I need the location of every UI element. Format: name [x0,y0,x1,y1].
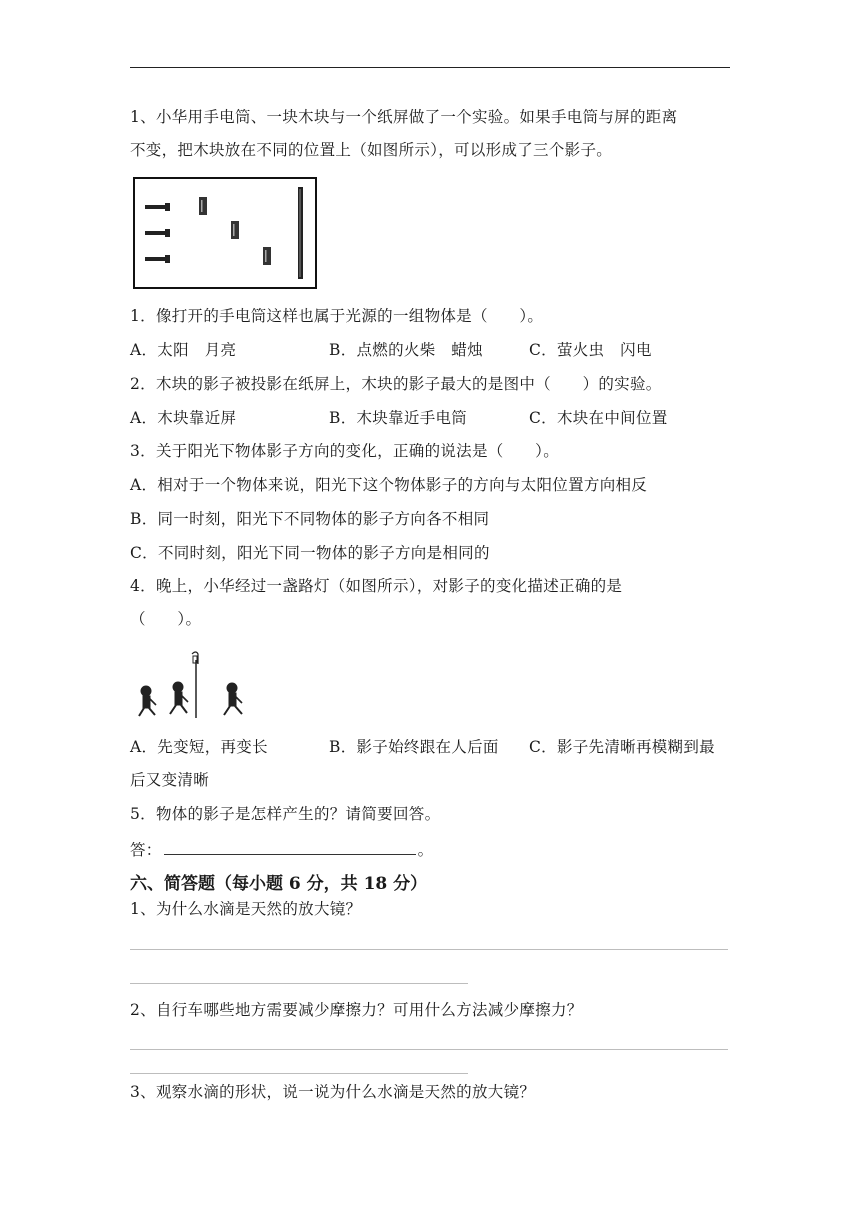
streetlight-figure [134,650,254,722]
q3-option-a: A．相对于一个物体来说，阳光下这个物体影子的方向与太阳位置方向相反 [130,476,648,494]
q1-option-b: B．点燃的火柴 蜡烛 [329,341,483,359]
q4-option-b: B．影子始终跟在人后面 [329,738,499,756]
q2-option-a: A．木块靠近屏 [130,409,237,427]
q2-option-c: C．木块在中间位置 [529,409,668,427]
q5-answer-row [130,840,433,860]
q4-option-c: C．影子先清晰再模糊到最 [529,738,715,756]
section6-q2-answer-line-1[interactable] [130,1049,728,1050]
section6-q1: 1、为什么水滴是天然的放大镜？ [130,900,362,918]
intro-line-2: 不变，把木块放在不同的位置上（如图所示），可以形成了三个影子。 [130,141,613,159]
q1-stem: 1．像打开的手电筒这样也属于光源的一组物体是（ ）。 [130,307,544,325]
q4-option-a: A．先变短，再变长 [130,738,268,756]
q4-option-c-continued: 后又变清晰 [130,771,210,789]
intro-line-1: 1、小华用手电筒、一块木块与一个纸屏做了一个实验。如果手电筒与屏的距离 [130,108,678,126]
section6-q2-answer-line-2[interactable] [130,1073,468,1074]
section6-q2: 2、自行车哪些地方需要减少摩擦力？可用什么方法减少摩擦力？ [130,1001,583,1019]
q4-stem-blank: （ ）。 [130,610,202,628]
flashlight-block-screen-figure [133,177,317,289]
section6-q1-answer-line-1[interactable] [130,949,728,950]
q5-answer-end: 。 [417,841,434,859]
header-rule [130,67,730,68]
q5-answer-label: 答： [130,841,162,859]
section6-heading: 六、简答题（每小题 6 分，共 18 分） [130,874,428,894]
section6-q1-answer-line-2[interactable] [130,983,468,984]
walking-person-icon [139,686,156,716]
q4-stem: 4．晚上，小华经过一盏路灯（如图所示），对影子的变化描述正确的是 [130,577,623,595]
q2-option-b: B．木块靠近手电筒 [329,409,468,427]
q5-answer-blank[interactable] [164,840,416,855]
section6-q3: 3、观察水滴的形状，说一说为什么水滴是天然的放大镜？ [130,1083,536,1101]
q5-stem: 5．物体的影子是怎样产生的？请简要回答。 [130,805,441,823]
q2-stem: 2．木块的影子被投影在纸屏上，木块的影子最大的是图中（ ）的实验。 [130,375,662,393]
q1-option-a: A．太阳 月亮 [130,341,237,359]
streetlight-icon [192,652,198,718]
q1-option-c: C．萤火虫 闪电 [529,341,652,359]
q3-stem: 3．关于阳光下物体影子方向的变化，正确的说法是（ ）。 [130,442,560,460]
q3-option-b: B．同一时刻，阳光下不同物体的影子方向各不相同 [130,510,490,528]
q3-option-c: C．不同时刻，阳光下同一物体的影子方向是相同的 [130,544,490,562]
